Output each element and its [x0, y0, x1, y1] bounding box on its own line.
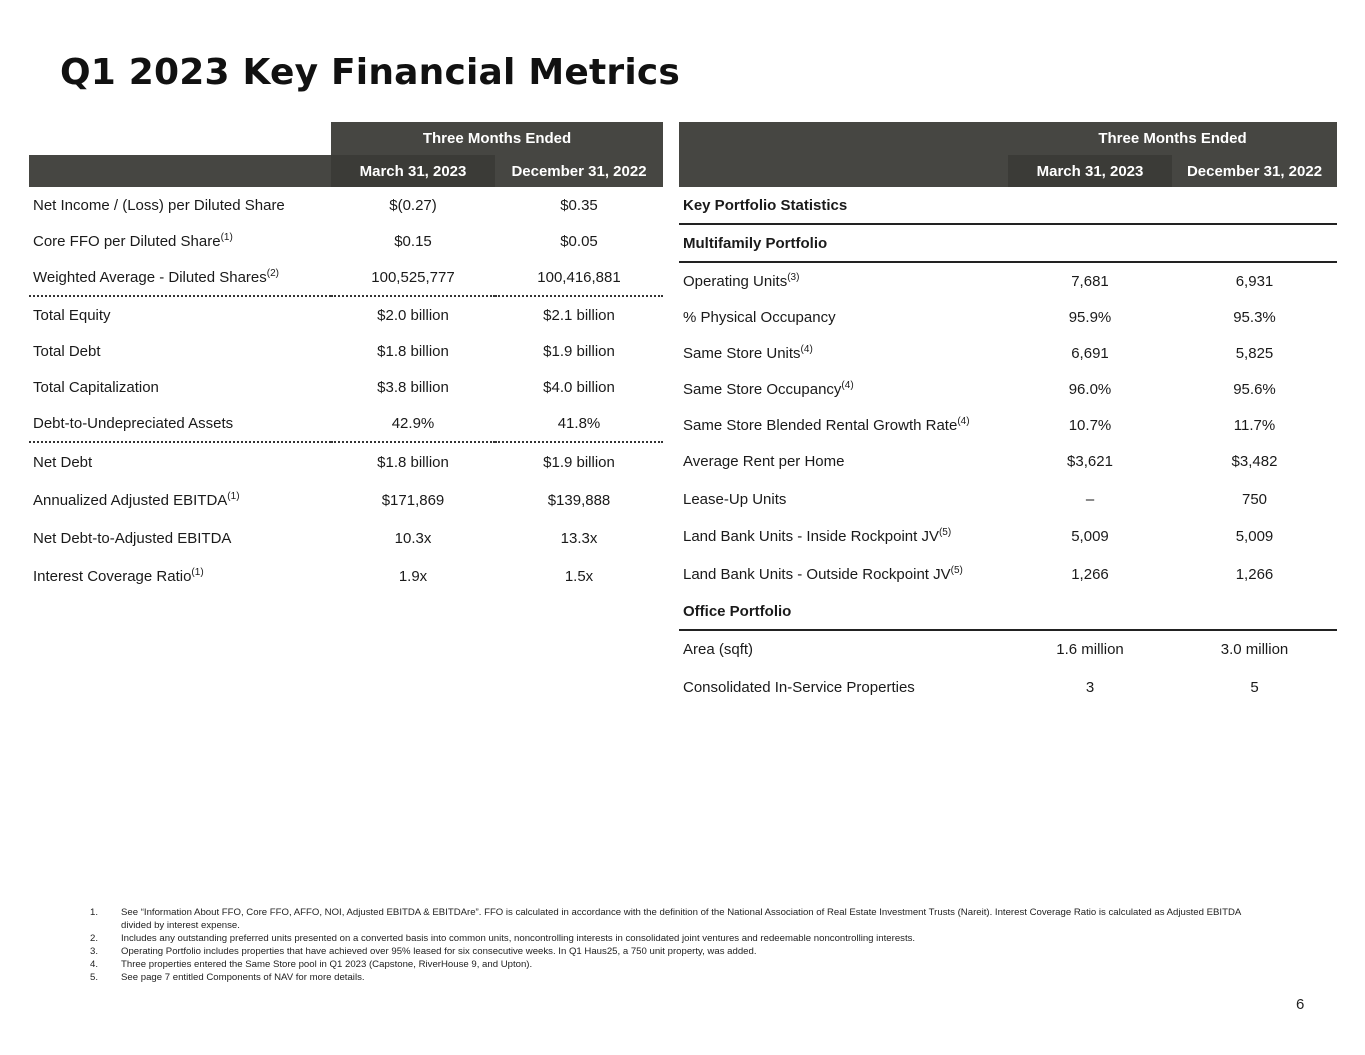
value-december-2022: 5 — [1250, 678, 1259, 696]
footnotes — [90, 906, 1270, 984]
section-title-office-portfolio: Office Portfolio — [679, 593, 1337, 630]
header-group-label: Three Months Ended — [1008, 122, 1337, 155]
value-december-2022: $0.05 — [560, 232, 598, 250]
header-group-label: Three Months Ended — [331, 122, 663, 155]
value-december-2022: 5,009 — [1235, 528, 1274, 546]
row-label — [679, 443, 1008, 481]
value-december-2022: 1,266 — [1235, 565, 1274, 583]
row-label — [679, 481, 1008, 519]
value-march-2023: 3 — [1085, 678, 1095, 696]
table-row — [29, 296, 663, 333]
table-row — [29, 442, 663, 481]
row-label-text: Net Debt — [33, 453, 93, 471]
row-label — [29, 442, 331, 481]
value-december-2022: 1.5x — [564, 567, 594, 585]
footnote-text: Three properties entered the Same Store pool in Q1 2023 (Capstone, RiverHouse 9, and Upton). — [121, 959, 533, 970]
value-december-2022: 6,931 — [1235, 272, 1274, 290]
footnote-ref: (5) — [950, 564, 963, 576]
row-label — [29, 369, 331, 405]
footnote-text: See “Information About FFO, Core FFO, AFFO, NOI, Adjusted EBITDA & EBITDAre”. FFO is calculated in accordance with the definition of the National Association of Real Estate Investment Trusts (Nareit). Interest Coverage Ratio is calculated as Adjusted EBITDA divided by interest expense. — [121, 907, 1241, 931]
footnote-text: Operating Portfolio includes properties that have achieved over 95% leased for six consecutive weeks. In Q1 Haus25, a 750 unit property, was added. — [121, 946, 757, 957]
table-row — [29, 519, 663, 557]
row-label — [679, 630, 1008, 669]
value-december-2022: 41.8% — [495, 405, 663, 442]
row-label — [29, 187, 331, 223]
table-row — [679, 262, 1337, 299]
table-row — [29, 259, 663, 296]
table-row — [29, 333, 663, 369]
value-march-2023: 96.0% — [1068, 380, 1112, 398]
section-title-key-portfolio-statistics: Key Portfolio Statistics — [679, 187, 1337, 224]
header-blank — [29, 155, 331, 187]
row-label-text: Same Store Occupancy — [683, 380, 842, 398]
value-march-2023: $(0.27) — [389, 196, 437, 214]
table-row — [679, 556, 1337, 594]
footnote-ref: (1) — [220, 231, 233, 243]
footnote-number: 5. — [90, 972, 99, 983]
value-december-2022: 95.3% — [1233, 308, 1276, 326]
value-march-2023: 7,681 — [1071, 272, 1109, 290]
footnote-number: 4. — [90, 959, 99, 970]
page-title: Q1 2023 Key Financial Metrics — [60, 52, 681, 93]
row-label — [29, 296, 331, 333]
row-label — [679, 407, 1008, 443]
row-label — [29, 405, 331, 442]
table-row — [679, 630, 1337, 669]
table-row — [29, 187, 663, 223]
row-label-text: Net Income / (Loss) per Diluted Share — [33, 196, 285, 214]
value-march-2023: 6,691 — [1071, 344, 1109, 362]
value-march-2023: 1.6 million — [1056, 641, 1124, 659]
table-row — [29, 405, 663, 442]
row-label — [29, 333, 331, 369]
row-label — [679, 335, 1008, 371]
section-title-multifamily-portfolio: Multifamily Portfolio — [679, 224, 1337, 262]
footnote-text: See page 7 entitled Components of NAV for more details. — [121, 972, 365, 983]
value-march-2023: – — [1085, 490, 1095, 508]
footnote-number: 3. — [90, 946, 99, 957]
footnote-item — [90, 958, 1270, 971]
value-march-2023: $3.8 billion — [377, 378, 449, 396]
value-march-2023: 1.9x — [398, 567, 428, 585]
row-label-text: Average Rent per Home — [683, 453, 845, 471]
footnote-ref: (4) — [800, 343, 813, 355]
footnote-ref: (5) — [938, 527, 952, 539]
row-label — [679, 669, 1008, 707]
value-december-2022: 11.7% — [1233, 416, 1276, 434]
value-december-2022: 95.6% — [1233, 380, 1276, 398]
footnote-item — [90, 932, 1270, 945]
value-march-2023: $2.0 billion — [377, 306, 449, 324]
table-row — [679, 481, 1337, 519]
value-march-2023: 42.9% — [331, 405, 495, 442]
table-row — [679, 443, 1337, 481]
footnote-ref: (4) — [841, 379, 854, 391]
row-label-text: Total Equity — [33, 306, 111, 324]
row-label-text: Operating Units — [683, 272, 788, 290]
footnote-ref: (3) — [787, 271, 800, 283]
value-december-2022: $2.1 billion — [543, 306, 615, 324]
page-number: 6 — [1296, 996, 1305, 1013]
table-row — [679, 407, 1337, 443]
value-march-2023: 100,525,777 — [331, 259, 495, 296]
value-december-2022: 13.3x — [560, 529, 598, 547]
value-march-2023: $171,869 — [381, 491, 445, 509]
value-march-2023: $1.8 billion — [377, 342, 449, 360]
footnote-text: Includes any outstanding preferred units presented on a converted basis into common units, noncontrolling interests in consolidated joint ventures and redeemable noncontrolling interests. — [121, 933, 916, 944]
row-label-text: Total Debt — [33, 342, 101, 360]
value-december-2022: $3,482 — [1231, 453, 1278, 471]
row-label-text: Annualized Adjusted EBITDA — [33, 491, 228, 509]
footnote-number: 1. — [90, 907, 99, 918]
table-row — [679, 335, 1337, 371]
row-label-text: Weighted Average - Diluted Shares — [33, 268, 267, 286]
value-march-2023: $1.8 billion — [377, 453, 449, 471]
section-header-row — [679, 224, 1337, 262]
section-header-row — [679, 593, 1337, 630]
value-december-2022: 100,416,881 — [495, 259, 663, 296]
row-label-text: Area (sqft) — [683, 641, 754, 659]
row-label-text: Same Store Blended Rental Growth Rate — [683, 416, 958, 434]
footnote-ref: (1) — [191, 566, 204, 578]
row-label — [29, 557, 331, 595]
footnote-item — [90, 906, 1270, 932]
value-march-2023: $3,621 — [1067, 453, 1113, 471]
footnote-item — [90, 945, 1270, 958]
row-label-text: Consolidated In-Service Properties — [683, 678, 915, 696]
value-december-2022: $139,888 — [547, 491, 611, 509]
row-label — [679, 299, 1008, 335]
row-label — [29, 223, 331, 259]
table-row — [29, 223, 663, 259]
table-row — [29, 557, 663, 595]
value-december-2022: $1.9 billion — [543, 342, 615, 360]
row-label-text: % Physical Occupancy — [683, 308, 836, 326]
row-label-text: Lease-Up Units — [683, 490, 787, 508]
row-label — [679, 371, 1008, 407]
column-header-december-2022: December 31, 2022 — [495, 155, 663, 187]
row-label — [29, 259, 331, 296]
portfolio-statistics-table — [679, 122, 1337, 706]
value-march-2023: 10.7% — [1068, 416, 1112, 434]
table-row — [679, 669, 1337, 707]
footnote-ref: (1) — [227, 490, 240, 502]
financial-metrics-table — [29, 122, 663, 595]
header-blank — [679, 155, 1008, 187]
value-december-2022: $4.0 billion — [543, 378, 615, 396]
table-row — [679, 299, 1337, 335]
value-december-2022: 3.0 million — [1220, 641, 1289, 659]
column-header-december-2022: December 31, 2022 — [1172, 155, 1337, 187]
row-label-text: Land Bank Units - Outside Rockpoint JV — [683, 565, 951, 583]
value-december-2022: 5,825 — [1235, 344, 1274, 362]
row-label — [679, 262, 1008, 299]
row-label-text: Same Store Units — [683, 344, 801, 362]
table-row — [29, 369, 663, 405]
table-row — [29, 481, 663, 519]
table-row — [679, 371, 1337, 407]
value-march-2023: 95.9% — [1068, 308, 1112, 326]
value-march-2023: $0.15 — [394, 232, 432, 250]
value-december-2022: $0.35 — [560, 196, 598, 214]
section-header-row — [679, 187, 1337, 224]
row-label-text: Total Capitalization — [33, 378, 159, 396]
value-march-2023: 5,009 — [1071, 528, 1109, 546]
footnote-item — [90, 971, 1270, 984]
footnote-ref: (4) — [957, 415, 970, 427]
header-blank — [679, 122, 1008, 155]
header-blank — [29, 122, 331, 155]
row-label-text: Land Bank Units - Inside Rockpoint JV — [683, 528, 939, 546]
footnote-ref: (2) — [266, 267, 279, 279]
row-label — [29, 481, 331, 519]
row-label-text: Net Debt-to-Adjusted EBITDA — [33, 529, 232, 547]
row-label-text: Interest Coverage Ratio — [33, 567, 192, 585]
row-label — [679, 556, 1008, 594]
footnote-number: 2. — [90, 933, 99, 944]
value-march-2023: 10.3x — [394, 529, 432, 547]
column-header-march-2023: March 31, 2023 — [1008, 155, 1172, 187]
value-december-2022: 750 — [1241, 490, 1268, 508]
row-label — [29, 519, 331, 557]
value-march-2023: 1,266 — [1071, 565, 1109, 583]
row-label-text: Debt-to-Undepreciated Assets — [33, 414, 234, 432]
row-label-text: Core FFO per Diluted Share — [33, 232, 221, 250]
table-row — [679, 518, 1337, 556]
row-label — [679, 518, 1008, 556]
value-december-2022: $1.9 billion — [543, 453, 615, 471]
column-header-march-2023: March 31, 2023 — [331, 155, 495, 187]
